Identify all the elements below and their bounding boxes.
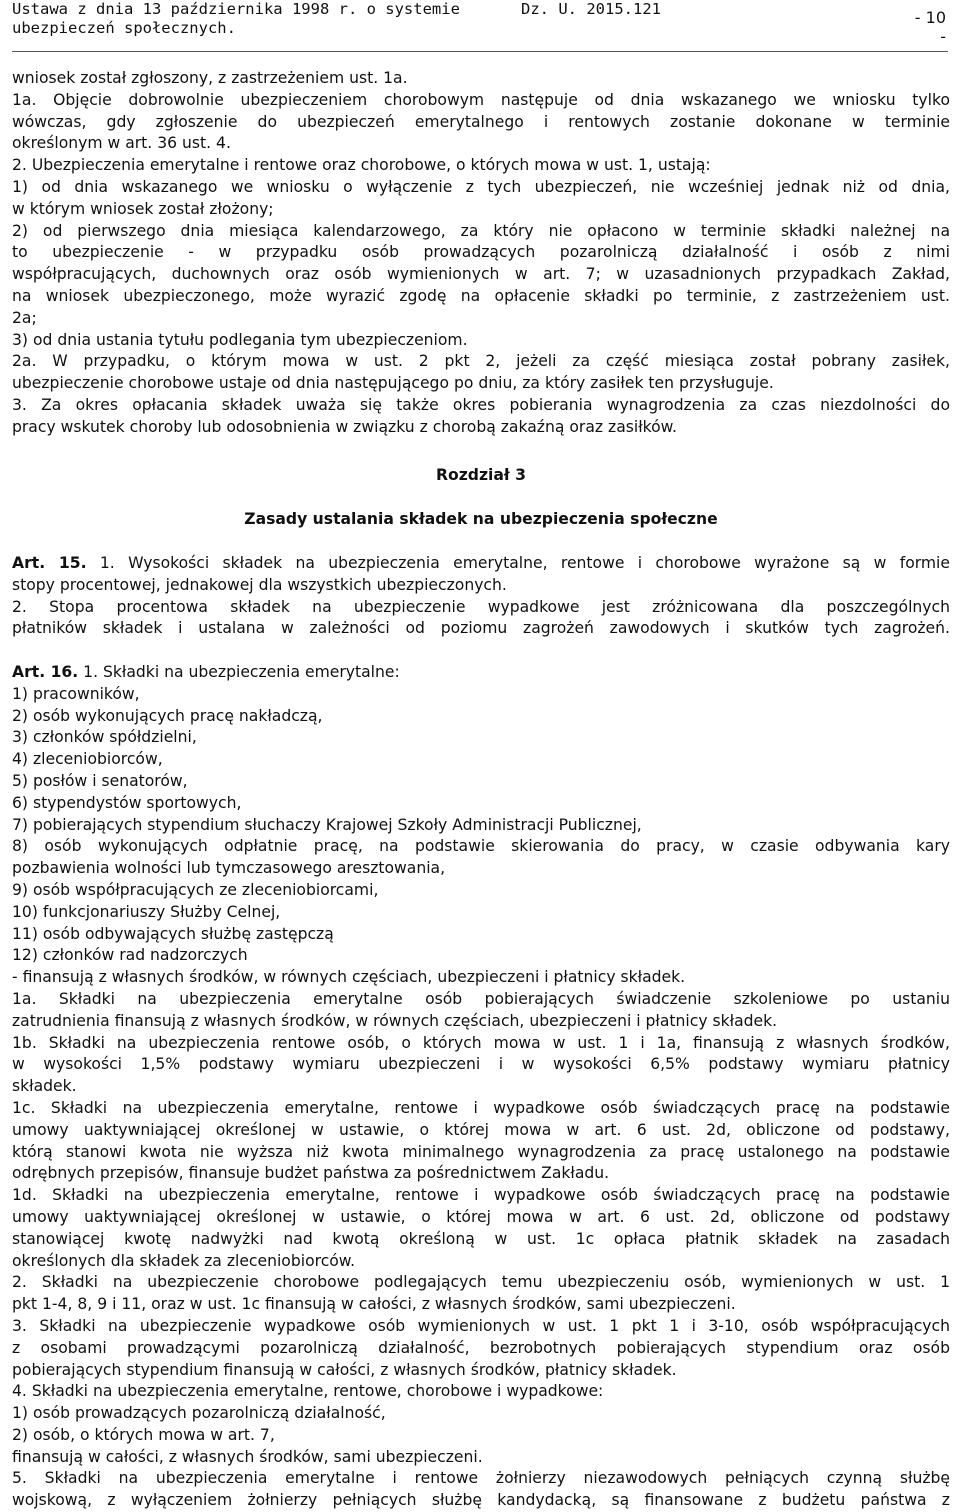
chapter-heading [12,465,950,487]
text-line: Art. 15. 1. Wysokości składek na ubezpieczenia emerytalne, rentowe i chorobowe wyrażone są w formie [12,554,950,572]
text-line: którą stanowi kwota nie wyższa niż kwota minimalnego wynagrodzenia za pracę ustalonego na podstawie [12,1142,950,1161]
text-line: 8) osób wykonujących odpłatnie pracę, na podstawie skierowania do pracy, w czasie odbywania kary [12,837,950,856]
text-line: 2) osób wykonujących pracę nakładczą, [12,706,323,725]
text-line: - finansują z własnych środków, w równych częściach, ubezpieczeni i płatnicy składek. [12,968,686,987]
header-rule [12,51,948,52]
text-line: pkt 1-4, 8, 9 i 11, oraz w ust. 1c finansują w całości, z własnych środków, sami ubezpieczeni. [12,1295,736,1314]
text-line: wniosek został zgłoszony, z zastrzeżeniem ust. 1a. [12,69,408,87]
text-line: 1d. Składki na ubezpieczenia emerytalne, rentowe i wypadkowe osób świadczących pracę na podstawie [12,1186,950,1205]
text-line: umowy uaktywniającej określonej w ustawie, o której mowa w art. 6 ust. 2d, obliczone od podstawy [12,1207,950,1226]
chapter-number: Rozdział 3 [436,466,526,484]
text-line: 2a; [12,308,37,327]
text-line: pobierających stypendium finansują w całości, z własnych środków, płatnicy składek. [12,1360,677,1379]
article-label: Art. 16. [12,663,79,681]
text-line: składek. [12,1077,77,1096]
journal-reference: Dz. U. 2015.121 [521,0,661,18]
text-line: finansują w całości, z własnych środków, sami ubezpieczeni. [12,1447,483,1466]
text-line: wojskową, z wyłączeniem żołnierzy pełniących służbę kandydacką, są finansowane z budżetu państwa z [12,1491,950,1510]
text-line: w którym wniosek został złożony; [12,199,274,218]
text-line: 2. Stopa procentowa składek na ubezpieczenie wypadkowe jest zróżnicowana dla poszczególnych [12,597,950,616]
text-line: współpracujących, duchownych oraz osób wymienionych w art. 7; w uzasadnionych przypadkach Zakład, [12,265,950,284]
page-number-dash: - [940,27,946,46]
text-line: 1c. Składki na ubezpieczenia emerytalne, rentowe i wypadkowe osób świadczących pracę na podstawie [12,1098,950,1117]
text-line: 2) osób, o których mowa w art. 7, [12,1425,275,1444]
text-line: 4. Składki na ubezpieczenia emerytalne, rentowe, chorobowe i wypadkowe: [12,1382,604,1401]
text-line: zatrudnienia finansują z własnych środków, w równych częściach, ubezpieczeni i płatnicy składek. [12,1011,778,1030]
text-line: 1a. Składki na ubezpieczenia emerytalne osób pobierających świadczenie szkoleniowe po ustaniu [12,989,950,1008]
paragraphs-art14-cont [12,68,950,439]
text-line: 1) osób prowadzących pozarolniczą działalność, [12,1404,386,1423]
running-header-title-cont: ubezpieczeń społecznych. [12,19,236,37]
text-line: odrębnych przepisów, finansuje budżet państwa za pośrednictwem Zakładu. [12,1164,610,1183]
text-line: z osobami prowadzącymi pozarolniczą działalność, bezrobotnych pobierających stypendium oraz osób [12,1338,950,1357]
text-line: 9) osób współpracujących ze zleceniobiorcami, [12,880,379,899]
text-line: Art. 16. 1. Składki na ubezpieczenia emerytalne: [12,663,400,681]
text-line: 10) funkcjonariuszy Służby Celnej, [12,902,281,921]
text-line: 12) członków rad nadzorczych [12,946,248,965]
text-line: w wysokości 1,5% podstawy wymiaru ubezpieczeni i w wysokości 6,5% podstawy wymiaru płatnicy [12,1055,950,1074]
article-label: Art. 15. [12,554,87,572]
text-line: ubezpieczenie chorobowe ustaje od dnia następującego po dniu, za który zasiłek ten przysługuje. [12,374,774,393]
text-line: 3. Za okres opłacania składek uważa się także okres pobierania wynagrodzenia za czas niezdolności do [12,395,950,414]
text-line: określonych dla składek za zleceniobiorców. [12,1251,356,1270]
text-line: 5. Składki na ubezpieczenia emerytalne i rentowe żołnierzy niezawodowych pełniących czynną służbę [12,1469,950,1488]
text-line: 2a. W przypadku, o którym mowa w ust. 2 pkt 2, jeżeli za część miesiąca został pobrany zasiłek, [12,352,950,371]
article-16 [12,662,950,1512]
text-line: na wniosek ubezpieczonego, może wyrazić zgodę na opłacenie składki po terminie, z zastrzeżeniem ust. [12,286,950,305]
chapter-title: Zasady ustalania składek na ubezpieczenia społeczne [244,510,718,528]
page-number: - 10 [914,8,946,27]
text-line: określonym w art. 36 ust. 4. [12,134,231,153]
text-line: 3. Składki na ubezpieczenie wypadkowe osób wymienionych w ust. 1 pkt 1 i 3-10, osób współpracujących [12,1316,950,1335]
text-line: 3) członków spółdzielni, [12,728,197,747]
text-line: 2) od pierwszego dnia miesiąca kalendarzowego, za który nie opłacono w terminie składki należnej na [12,221,950,240]
text-line: to ubezpieczenie - w przypadku osób prowadzących pozarolniczą działalność i osób z nimi [12,243,950,262]
text-line: 1) od dnia wskazanego we wniosku o wyłączenie z tych ubezpieczeń, nie wcześniej jednak niż od dnia, [12,177,950,196]
text-line: wówczas, gdy zgłoszenie do ubezpieczeń emerytalnego i rentowych zostanie dokonane w terminie [12,112,950,131]
text-line: 4) zleceniobiorców, [12,750,163,769]
text-line: 5) posłów i senatorów, [12,771,188,790]
text-line: 2. Ubezpieczenia emerytalne i rentowe oraz chorobowe, o których mowa w ust. 1, ustają: [12,156,711,175]
article-15 [12,553,950,640]
text-line: 1b. Składki na ubezpieczenia rentowe osób, o których mowa w ust. 1 i 1a, finansują z własnych środków, [12,1033,950,1052]
running-header-title: Ustawa z dnia 13 października 1998 r. o systemie [12,0,460,18]
text-line: umowy uaktywniającej określonej w ustawie, o której mowa w art. 6 ust. 2d, obliczone od podstawy, [12,1120,950,1139]
text-line: 3) od dnia ustania tytułu podlegania tym ubezpieczeniom. [12,330,468,349]
text-line: 2. Składki na ubezpieczenie chorobowe podlegających temu ubezpieczeniu osób, wymienionych w ust. 1 [12,1273,950,1292]
text-line: stanowiącej kwotę nadwyżki nad kwotą określoną w ust. 1c opłaca płatnik składek na zasadach [12,1229,950,1248]
text-line: stopy procentowej, jednakowej dla wszystkich ubezpieczonych. [12,575,507,594]
text-line: 1) pracowników, [12,684,140,703]
text-line: płatników składek i ustalana w zależności od poziomu zagrożeń zawodowych i skutków tych zagrożeń. [12,619,950,638]
text-line: pozbawienia wolności lub tymczasowego aresztowania, [12,859,446,878]
text-line: pracy wskutek choroby lub odosobnienia w związku z chorobą zakaźną oraz zasiłków. [12,417,677,436]
text-line: 11) osób odbywających służbę zastępczą [12,924,334,943]
text-line: 7) pobierających stypendium słuchaczy Krajowej Szkoły Administracji Publicznej, [12,815,642,834]
text-line: 1a. Objęcie dobrowolnie ubezpieczeniem chorobowym następuje od dnia wskazanego we wniosku tylko [12,90,950,109]
text-line: 6) stypendystów sportowych, [12,793,242,812]
chapter-title-block [12,509,950,531]
